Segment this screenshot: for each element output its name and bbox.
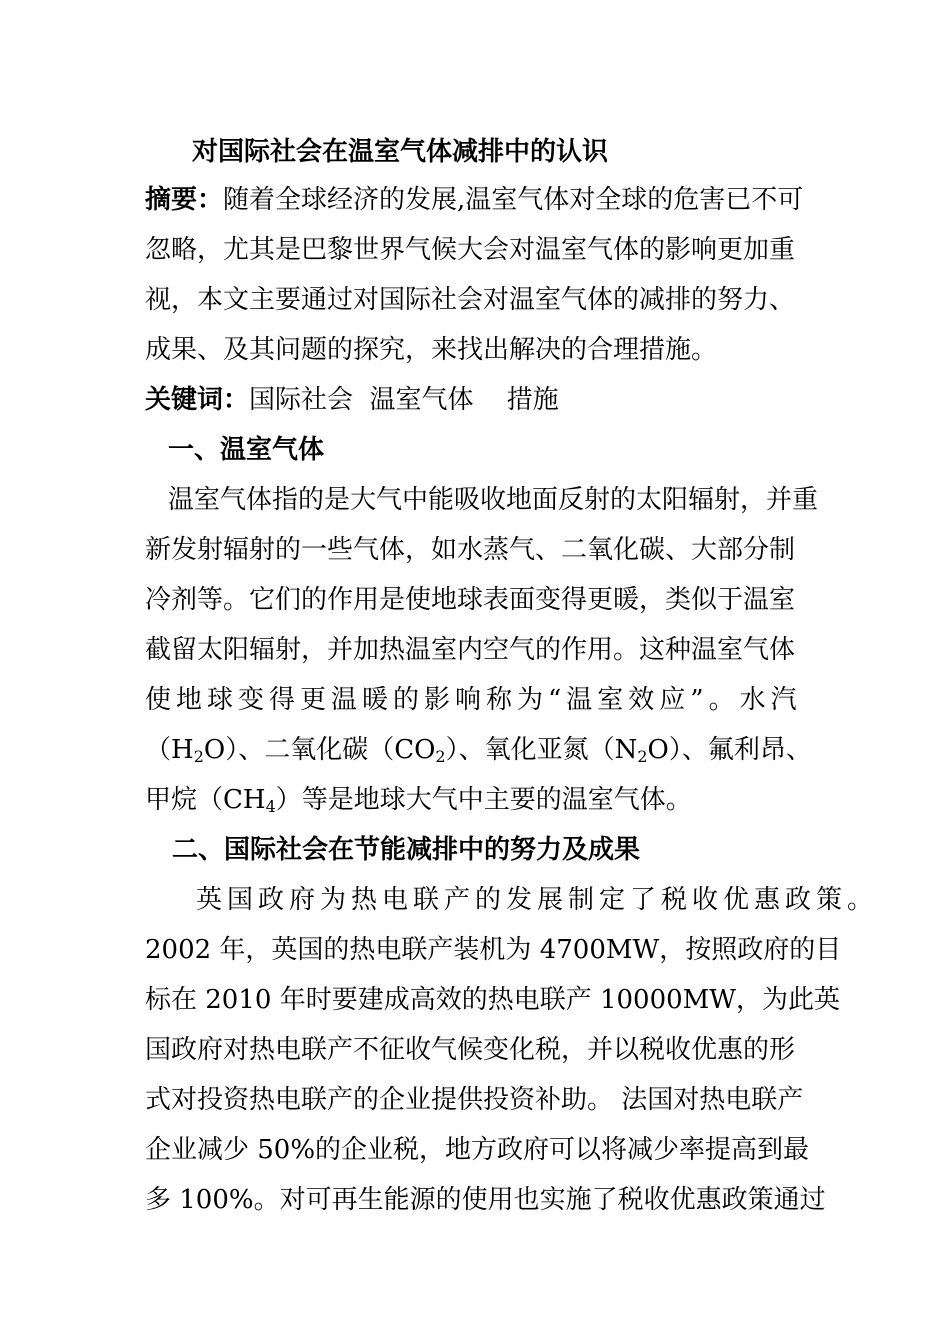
gas-text-6: ）等是地球大气中主要的温室气体。 xyxy=(275,785,692,815)
abstract-text-1: 随着全球经济的发展,温室气体对全球的危害已不可 xyxy=(223,185,804,215)
section1-line-4: 截留太阳辐射，并加热温室内空气的作用。这种温室气体 xyxy=(145,635,796,665)
section1-heading: 一、温室气体 xyxy=(168,435,325,465)
gas-text-5: 甲烷（CH xyxy=(145,785,266,815)
abstract-line-1 xyxy=(145,183,803,217)
abstract-line-4: 成果、及其问题的探究，来找出解决的合理措施。 xyxy=(145,335,718,365)
section2-heading: 二、国际社会在节能减排中的努力及成果 xyxy=(172,835,641,865)
keywords-label: 关键词： xyxy=(145,385,250,415)
gas-text-2: O）、二氧化碳（CO xyxy=(203,735,436,765)
section1-line-1: 温室气体指的是大气中能吸收地面反射的太阳辐射，并重 xyxy=(168,485,819,515)
section1-line-2: 新发射辐射的一些气体，如水蒸气、二氧化碳、大部分制 xyxy=(145,535,796,565)
abstract-line-2: 忽略，尤其是巴黎世界气候大会对温室气体的影响更加重 xyxy=(145,235,796,265)
subscript-2: 2 xyxy=(435,747,446,766)
section2-line-7: 多 100%。对可再生能源的使用也实施了税收优惠政策通过 xyxy=(145,1185,826,1215)
gas-text-3: ）、氧化亚氮（N xyxy=(445,735,638,765)
section1-line-5: 使地球变得更温暖的影响称为“温室效应”。水汽 xyxy=(145,685,802,715)
section2-line-6: 企业减少 50%的企业税，地方政府可以将减少率提高到最 xyxy=(145,1135,810,1165)
section2-line-2: 2002 年，英国的热电联产装机为 4700MW，按照政府的目 xyxy=(145,935,842,965)
subscript-1: 2 xyxy=(193,747,204,766)
section2-line-4: 国政府对热电联产不征收气候变化税，并以税收优惠的形 xyxy=(145,1035,796,1065)
document-title: 对国际社会在温室气体减排中的认识 xyxy=(192,137,609,167)
section1-line-3: 冷剂等。它们的作用是使地球表面变得更暖，类似于温室 xyxy=(145,585,796,615)
section2-line-3: 标在 2010 年时要建成高效的热电联产 10000MW，为此英 xyxy=(145,985,841,1015)
abstract-label: 摘要： xyxy=(145,185,224,215)
section1-line-7 xyxy=(145,783,692,817)
keywords-line xyxy=(145,383,559,417)
section2-line-1: 英国政府为热电联产的发展制定了税收优惠政策。 xyxy=(196,885,879,915)
subscript-4: 4 xyxy=(265,797,276,816)
abstract-line-3: 视，本文主要通过对国际社会对温室气体的减排的努力、 xyxy=(145,285,796,315)
keywords-text: 国际社会 温室气体 措施 xyxy=(249,385,559,415)
section2-line-5: 式对投资热电联产的企业提供投资补助。 法国对热电联产 xyxy=(145,1085,804,1115)
gas-text-4: O）、氟利昂、 xyxy=(647,735,812,765)
section1-line-6 xyxy=(145,733,812,767)
subscript-3: 2 xyxy=(637,747,648,766)
gas-text-1: （H xyxy=(145,735,194,765)
